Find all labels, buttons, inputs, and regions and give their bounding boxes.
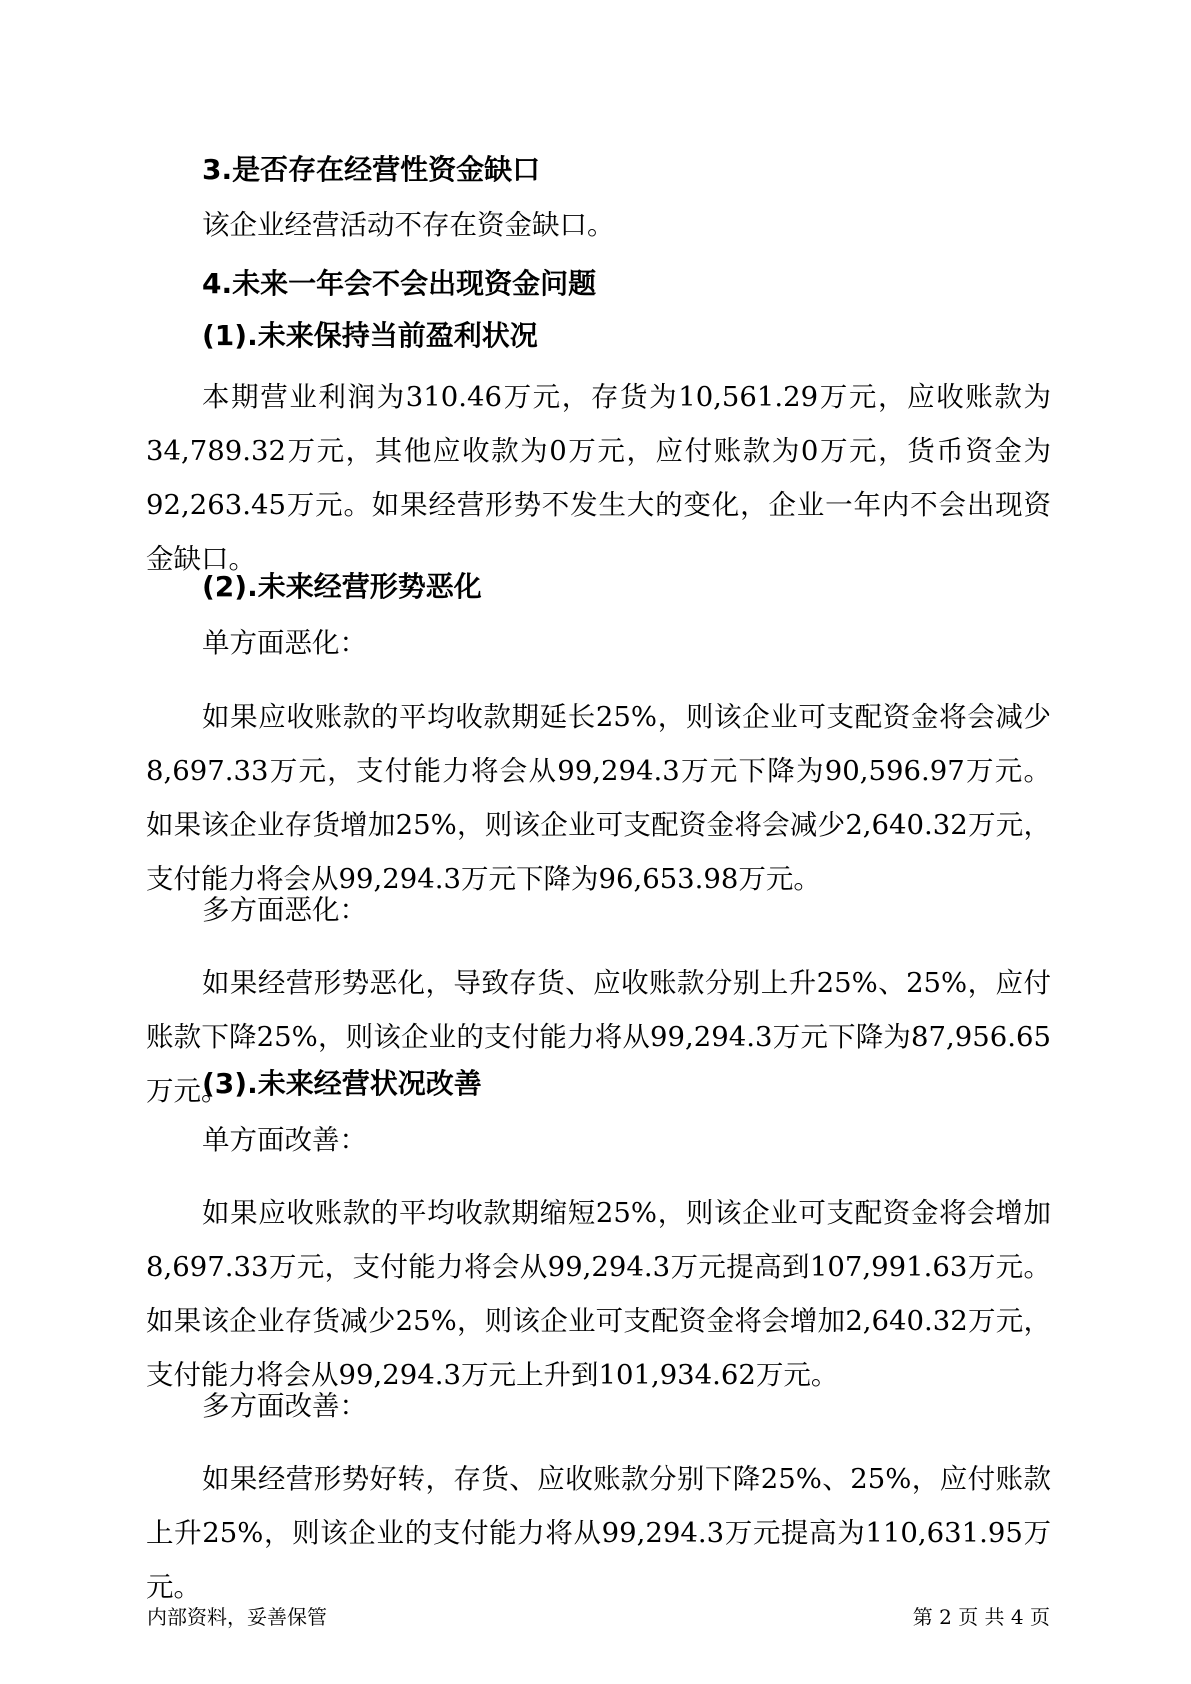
subsection-2-single-label: 单方面恶化： bbox=[202, 627, 367, 659]
footer-page-number: 第 2 页 共 4 页 bbox=[912, 1605, 1050, 1629]
subsection-2-multi-paragraph: 如果经营形势恶化，导致存货、应收账款分别上升25%、25%，应付账款下降25%，则该企业的支付能力将从99,294.3万元下降为87,956.65万元。 bbox=[146, 967, 1051, 1107]
subsection-3-multi-label: 多方面改善： bbox=[202, 1390, 367, 1422]
subsection-1-heading: (1).未来保持当前盈利状况 bbox=[202, 319, 538, 352]
subsection-3-single-label: 单方面改善： bbox=[202, 1124, 367, 1156]
section-4-heading: 4.未来一年会不会出现资金问题 bbox=[202, 267, 597, 300]
subsection-3-single-paragraph: 如果应收账款的平均收款期缩短25%，则该企业可支配资金将会增加8,697.33万元，支付能力将会从99,294.3万元提高到107,991.63万元。如果该企业存货减少25%，则该企业可支配资金将会增加2,640.32万元，支付能力将会从99,294.3万元上升到101,934.62万元。 bbox=[146, 1197, 1051, 1391]
subsection-3-heading: (3).未来经营状况改善 bbox=[202, 1067, 482, 1100]
footer-confidential-note: 内部资料，妥善保管 bbox=[147, 1605, 327, 1629]
subsection-3-multi-paragraph: 如果经营形势好转，存货、应收账款分别下降25%、25%，应付账款上升25%，则该企业的支付能力将从99,294.3万元提高为110,631.95万元。 bbox=[146, 1463, 1051, 1603]
subsection-2-single-paragraph: 如果应收账款的平均收款期延长25%，则该企业可支配资金将会减少8,697.33万元，支付能力将会从99,294.3万元下降为90,596.97万元。如果该企业存货增加25%，则该企业可支配资金将会减少2,640.32万元，支付能力将会从99,294.3万元下降为96,653.98万元。 bbox=[146, 701, 1051, 895]
section-3-text: 该企业经营活动不存在资金缺口。 bbox=[202, 209, 615, 241]
subsection-1-paragraph: 本期营业利润为310.46万元，存货为10,561.29万元，应收账款为34,789.32万元，其他应收款为0万元，应付账款为0万元，货币资金为92,263.45万元。如果经营形势不发生大的变化，企业一年内不会出现资金缺口。 bbox=[146, 381, 1051, 575]
subsection-2-multi-label: 多方面恶化： bbox=[202, 894, 367, 926]
subsection-2-heading: (2).未来经营形势恶化 bbox=[202, 570, 482, 603]
section-3-heading: 3.是否存在经营性资金缺口 bbox=[202, 153, 541, 186]
